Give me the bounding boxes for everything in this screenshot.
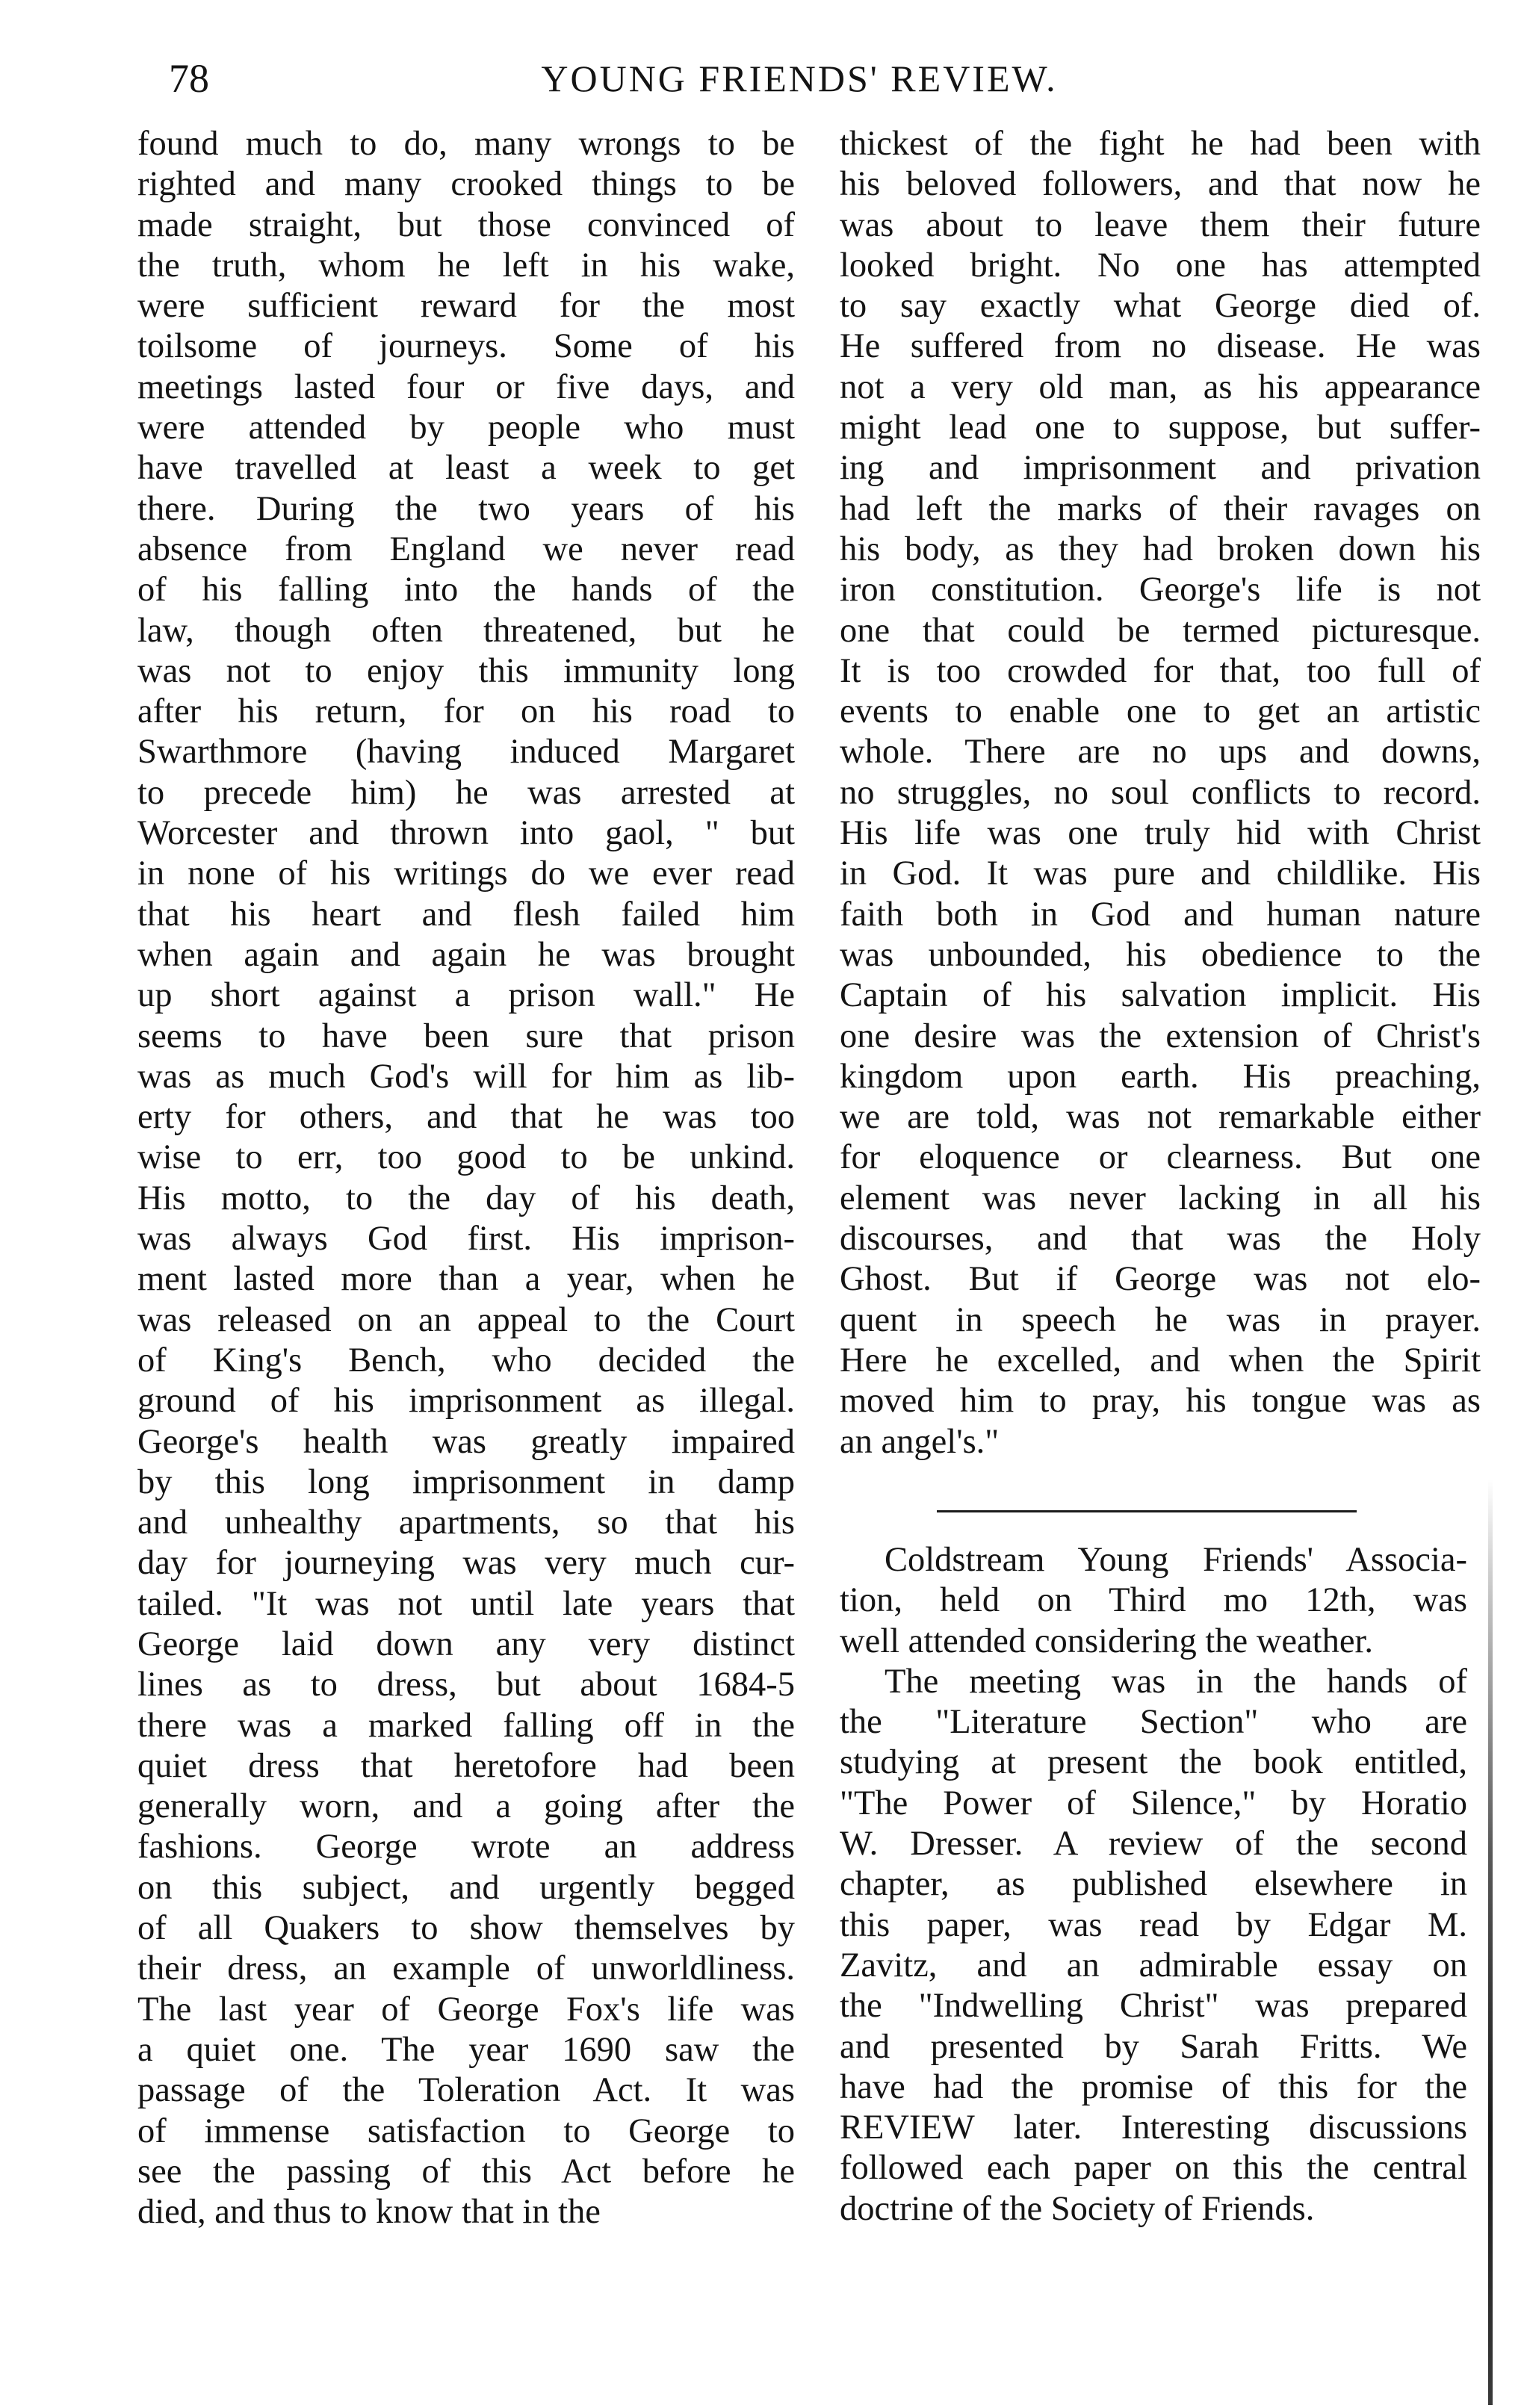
text-line: Worcester and thrown into gaol, " but — [137, 814, 795, 853]
text-line: and presented by Sarah Fritts. We — [840, 2027, 1467, 2066]
text-line: tailed. "It was not until late years that — [137, 1584, 795, 1623]
text-line: ground of his imprisonment as illegal. — [137, 1382, 795, 1421]
text-line: generally worn, and a going after the — [137, 1787, 795, 1826]
text-line: of his falling into the hands of the — [137, 571, 795, 609]
text-line: in none of his writings do we ever read — [137, 854, 795, 893]
text-line: of King's Bench, who decided the — [137, 1341, 795, 1380]
page-number: 78 — [169, 56, 209, 101]
text-line: his beloved followers, and that now he — [840, 165, 1481, 204]
text-line: righted and many crooked things to be — [137, 165, 795, 204]
text-line: quiet dress that heretofore had been — [137, 1746, 795, 1785]
text-line: toilsome of journeys. Some of his — [137, 327, 795, 366]
text-line: on this subject, and urgently begged — [137, 1868, 795, 1907]
text-line: law, though often threatened, but he — [137, 611, 795, 650]
text-line: the "Literature Section" who are — [840, 1703, 1467, 1742]
text-line: their dress, an example of unworldliness. — [137, 1949, 795, 1988]
right-column — [840, 124, 1481, 1462]
text-line: erty for others, and that he was too — [137, 1098, 795, 1137]
running-title: YOUNG FRIENDS' REVIEW. — [541, 58, 1058, 99]
text-line: were attended by people who must — [137, 409, 795, 447]
text-line: seems to have been sure that prison — [137, 1017, 795, 1055]
text-line: events to enable one to get an artistic — [840, 692, 1481, 731]
text-line: have travelled at least a week to get — [137, 449, 795, 488]
text-line: ment lasted more than a year, when he — [137, 1260, 795, 1299]
text-line: Captain of his salvation implicit. His — [840, 976, 1481, 1015]
text-line: quent in speech he was in prayer. — [840, 1300, 1481, 1339]
text-line: W. Dresser. A review of the second — [840, 1825, 1467, 1864]
text-line: iron constitution. George's life is not — [840, 571, 1481, 609]
text-line: to precede him) he was arrested at — [137, 773, 795, 812]
text-line: of all Quakers to show themselves by — [137, 1909, 795, 1948]
text-line: tion, held on Third mo 12th, was — [840, 1581, 1467, 1620]
text-line: not a very old man, as his appearance — [840, 367, 1481, 406]
text-line: The last year of George Fox's life was — [137, 1990, 795, 2029]
text-line: was released on an appeal to the Court — [137, 1300, 795, 1339]
text-line: thickest of the fight he had been with — [840, 125, 1481, 163]
text-line: that his heart and flesh failed him — [137, 895, 795, 934]
text-line: the truth, whom he left in his wake, — [137, 246, 795, 285]
text-line: Swarthmore (having induced Margaret — [137, 733, 795, 772]
text-line: George laid down any very distinct — [137, 1625, 795, 1663]
text-line: looked bright. No one has attempted — [840, 246, 1481, 285]
text-line: wise to err, too good to be unkind. — [137, 1138, 795, 1177]
text-line: after his return, for on his road to — [137, 692, 795, 731]
text-line: His motto, to the day of his death, — [137, 1179, 795, 1217]
text-line: kingdom upon earth. His preaching, — [840, 1057, 1481, 1096]
text-line: this paper, was read by Edgar M. — [840, 1905, 1467, 1944]
text-line: element was never lacking in all his — [840, 1179, 1481, 1217]
coldstream-notice — [840, 1540, 1467, 2229]
text-line: was unbounded, his obedience to the — [840, 935, 1481, 974]
text-line: and unhealthy apartments, so that his — [137, 1504, 795, 1542]
text-line: chapter, as published elsewhere in — [840, 1865, 1467, 1904]
text-line: He suffered from no disease. He was — [840, 327, 1481, 366]
text-line: when again and again he was brought — [137, 935, 795, 974]
section-divider — [937, 1510, 1357, 1512]
text-line: made straight, but those convinced of — [137, 205, 795, 244]
text-line: followed each paper on this the central — [840, 2149, 1467, 2188]
text-line: George's health was greatly impaired — [137, 1422, 795, 1461]
text-line: Zavitz, and an admirable essay on — [840, 1946, 1467, 1985]
text-line: well attended considering the weather. — [840, 1622, 1374, 1660]
text-line: were sufficient reward for the most — [137, 287, 795, 326]
text-line: one desire was the extension of Christ's — [840, 1017, 1481, 1055]
text-line: we are told, was not remarkable either — [840, 1098, 1481, 1137]
text-line: moved him to pray, his tongue was as — [840, 1382, 1481, 1421]
text-line: faith both in God and human nature — [840, 895, 1481, 934]
text-line: in God. It was pure and childlike. His — [840, 854, 1481, 893]
text-line: the "Indwelling Christ" was prepared — [840, 1987, 1467, 2026]
text-line: ing and imprisonment and privation — [840, 449, 1481, 488]
text-line: was about to leave them their future — [840, 205, 1481, 244]
text-line: up short against a prison wall." He — [137, 976, 795, 1015]
text-line: found much to do, many wrongs to be — [137, 125, 795, 163]
text-line: Ghost. But if George was not elo- — [840, 1260, 1481, 1299]
text-line: might lead one to suppose, but suffer- — [840, 409, 1481, 447]
text-line: was as much God's will for him as lib- — [137, 1057, 795, 1096]
text-line: passage of the Toleration Act. It was — [137, 2071, 795, 2110]
text-line: one that could be termed picturesque. — [840, 611, 1481, 650]
text-line: of immense satisfaction to George to — [137, 2111, 795, 2150]
text-line: studying at present the book entitled, — [840, 1743, 1467, 1782]
text-line: no struggles, no soul conflicts to record. — [840, 773, 1481, 812]
text-line: his body, as they had broken down his — [840, 530, 1481, 568]
text-line: by this long imprisonment in damp — [137, 1462, 795, 1501]
text-line: for eloquence or clearness. But one — [840, 1138, 1481, 1177]
text-line: lines as to dress, but about 1684-5 — [137, 1666, 795, 1704]
text-line: had left the marks of their ravages on — [840, 489, 1481, 528]
text-line: there. During the two years of his — [137, 489, 795, 528]
text-line: there was a marked falling off in the — [137, 1706, 795, 1745]
text-line: REVIEW later. Interesting discussions — [840, 2108, 1467, 2147]
text-line: Here he excelled, and when the Spirit — [840, 1341, 1481, 1380]
text-line: His life was one truly hid with Christ — [840, 814, 1481, 853]
text-line: died, and thus to know that in the — [137, 2193, 601, 2232]
text-line: see the passing of this Act before he — [137, 2152, 795, 2191]
text-line: fashions. George wrote an address — [137, 1828, 795, 1866]
text-line: meetings lasted four or five days, and — [137, 367, 795, 406]
text-line: whole. There are no ups and downs, — [840, 733, 1481, 772]
text-line: discourses, and that was the Holy — [840, 1220, 1481, 1259]
text-line: day for journeying was very much cur- — [137, 1544, 795, 1583]
binding-edge-shadow — [1488, 1479, 1493, 2405]
text-line: to say exactly what George died of. — [840, 287, 1481, 326]
text-line: absence from England we never read — [137, 530, 795, 568]
left-column — [137, 124, 795, 2232]
text-line: "The Power of Silence," by Horatio — [840, 1784, 1467, 1822]
text-line: an angel's." — [840, 1422, 1000, 1461]
text-line: have had the promise of this for the — [840, 2067, 1467, 2106]
text-line: a quiet one. The year 1690 saw the — [137, 2030, 795, 2069]
text-line: was not to enjoy this immunity long — [137, 651, 795, 690]
text-line: doctrine of the Society of Friends. — [840, 2189, 1315, 2228]
text-line: It is too crowded for that, too full of — [840, 651, 1481, 690]
text-line: Coldstream Young Friends' Associa- — [885, 1541, 1467, 1579]
text-line: was always God first. His imprison- — [137, 1220, 795, 1259]
text-line: The meeting was in the hands of — [885, 1662, 1467, 1701]
